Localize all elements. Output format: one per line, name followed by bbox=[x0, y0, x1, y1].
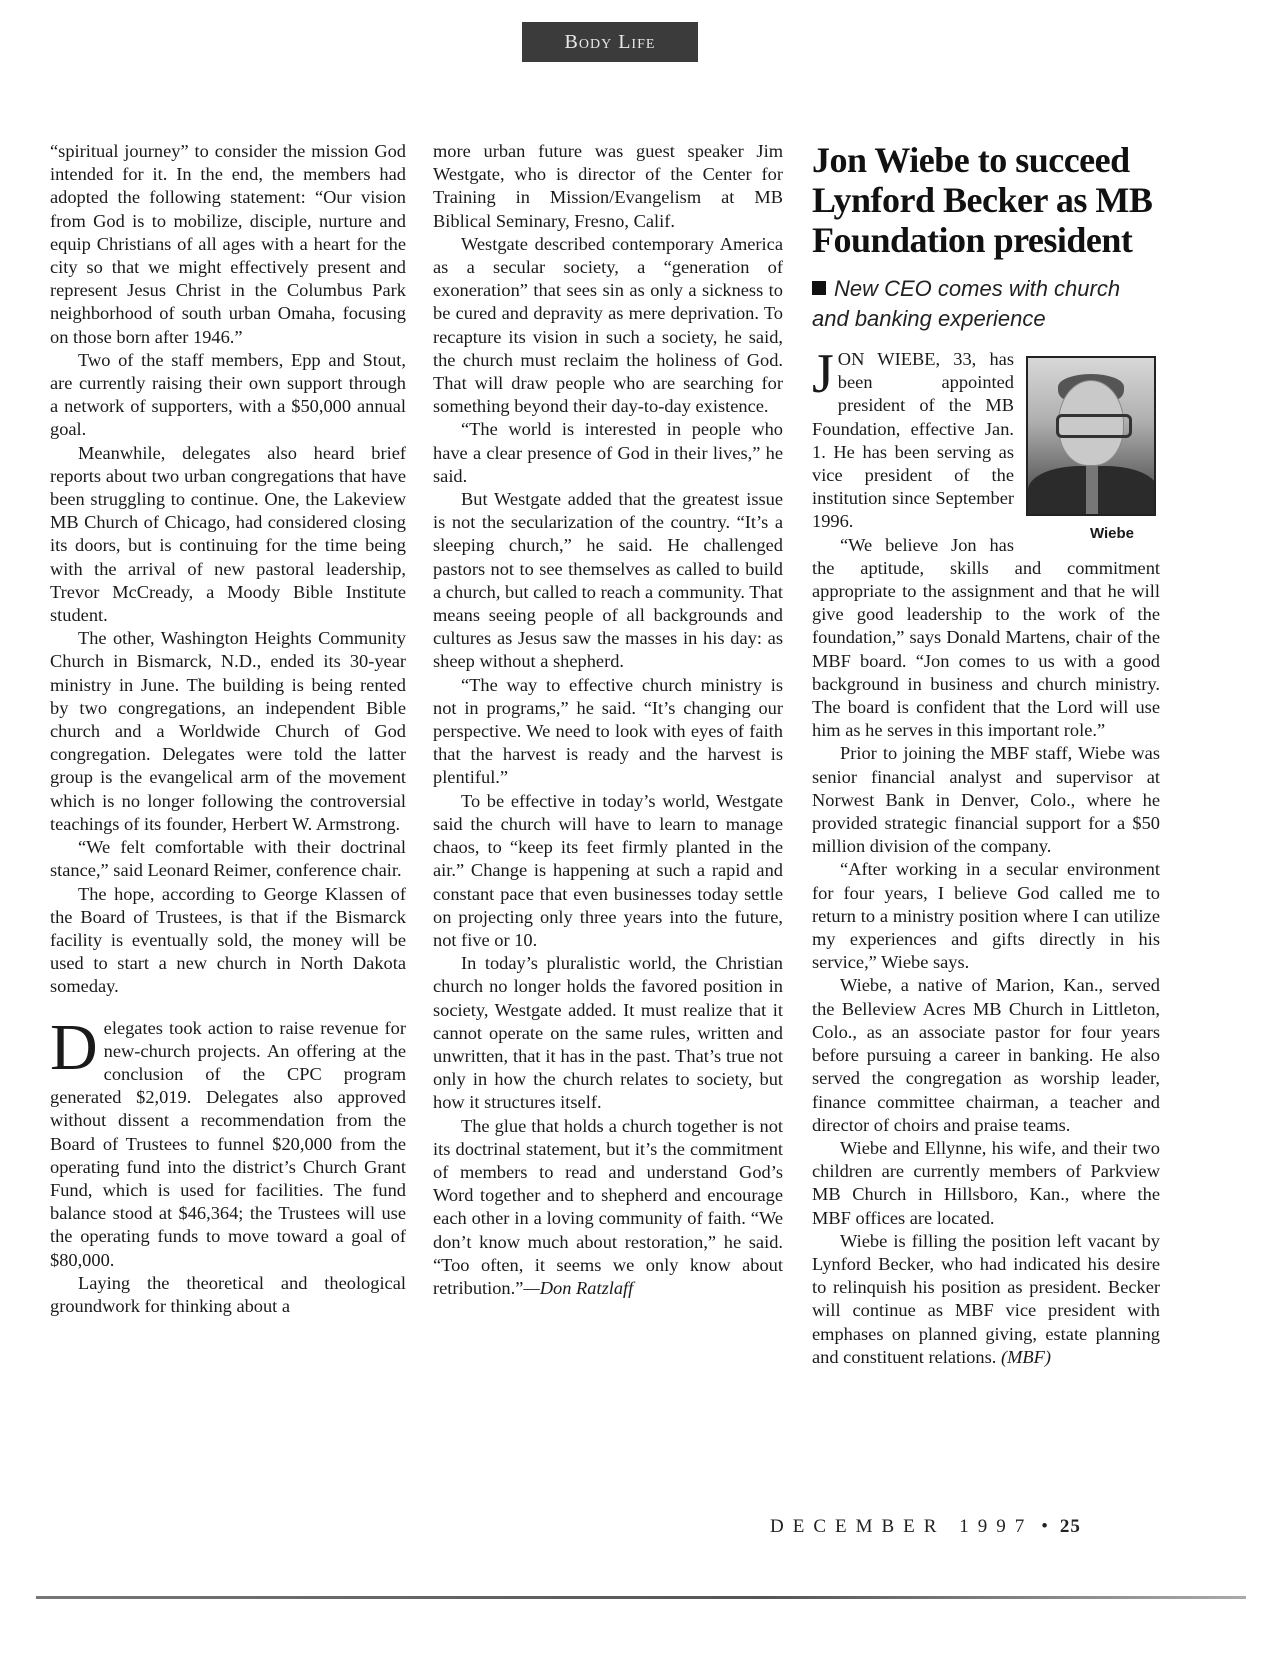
issue-date: DECEMBER 1997 bbox=[770, 1516, 1034, 1537]
headline: Jon Wiebe to succeed Lynford Becker as MB Foundation president bbox=[812, 140, 1153, 260]
paragraph-text: elegates took action to raise revenue for new-church projects. An offering at the conclusion of the CPC program generated $2,019. Delegates also approved without dissent a recommendation from the Board of Trustees to funnel $20,000 from the operating fund into the district’s Church Grant Fund, which is used for facilities. The fund balance stood at $46,364; the Trustees will use the operating funds to move toward a goal of $80,000. bbox=[50, 1017, 406, 1270]
paragraph: Prior to joining the MBF staff, Wiebe was senior financial analyst and supervisor at Norwest Bank in Denver, Colo., where he provided strategic financial support for a $50 million division of the company. bbox=[812, 743, 1160, 857]
paragraph: “The way to effective church ministry is not in programs,” he said. “It’s changing our perspective. We need to look with eyes of faith that the harvest is ready and the harvest is plentiful.” bbox=[433, 674, 783, 788]
paragraph-text: The glue that holds a church together is not its doctrinal statement, but it’s the commitment of members to read and understand God’s Word together and to shepherd and encourage each other in a loving community of faith. “We don’t know much about restoration,” he said. “Too often, it seems we only know about retribution.” bbox=[433, 1115, 783, 1298]
byline: —Don Ratzlaff bbox=[523, 1277, 634, 1298]
paragraph: The other, Washington Heights Community Church in Bismarck, N.D., ended its 30-year ministry in June. The building is being rented by two congregations, an independent Bible church and a Worldwide Church of God congregation. Delegates were told the latter group is the evangelical arm of the movement which is no longer following the controversial teachings of its founder, Herbert W. Armstrong. bbox=[50, 628, 406, 834]
paragraph: Meanwhile, delegates also heard brief reports about two urban congregations that have been struggling to continue. One, the Lakeview MB Church of Chicago, had considered closing its doors, but is continuing for the time being with the arrival of new pastoral leadership, Trevor McCready, a Moody Bible Institute student. bbox=[50, 442, 406, 626]
paragraph: “The world is interested in people who have a clear presence of God in their lives,” he said. bbox=[433, 419, 783, 486]
paragraph: Wiebe and Ellynne, his wife, and their two children are currently members of Parkview MB Church in Hillsboro, Kan., where the MBF offices are located. bbox=[812, 1137, 1160, 1228]
bottom-rule bbox=[36, 1596, 1246, 1599]
paragraph: more urban future was guest speaker Jim Westgate, who is director of the Center for Training in Mission/Evangelism at MB Biblical Seminary, Fresno, Calif. bbox=[433, 141, 783, 231]
paragraph-text: ON WIEBE, 33, has been appointed president of the MB Foundation, effective Jan. 1. He has been serving as vice president of the institution since September 1996. bbox=[812, 349, 1014, 532]
page-number: 25 bbox=[1059, 1516, 1081, 1537]
paragraph: Westgate described contemporary America as a secular society, a “generation of exoneration” that sees sin as only a sickness to be cured and depravity as mere deprivation. To recapture its vision in such a society, he said, the church must reclaim the holiness of God. That will draw people who are searching for something beyond their day-to-day existence. bbox=[433, 233, 783, 417]
portrait-figure bbox=[1026, 356, 1160, 544]
drop-cap: D bbox=[50, 1010, 98, 1084]
column-1 bbox=[50, 140, 406, 1318]
paragraph: Two of the staff members, Epp and Stout, are currently raising their own support through a network of supporters, with a $50,000 annual goal. bbox=[50, 349, 406, 440]
column-2 bbox=[433, 140, 783, 1300]
paragraph: Wiebe, a native of Marion, Kan., served the Belleview Acres MB Church in Littleton, Colo., as an associate pastor for four years before pursuing a career in banking. He also served the congregation as worship leader, finance committee chairman, a teacher and director of choirs and praise teams. bbox=[812, 975, 1160, 1135]
source-credit: (MBF) bbox=[1000, 1346, 1052, 1367]
drop-cap: J bbox=[812, 343, 834, 405]
paragraph: “We believe Jon has the aptitude, skills and commitment appropriate to the assignment and that he will give good leadership to the work of the foundation,” says Donald Martens, chair of the MBF board. “Jon comes to us with a good background in business and church ministry. The board is confident that the Lord will use him as he serves in this important role.” bbox=[812, 534, 1160, 741]
photo-caption: Wiebe bbox=[1089, 525, 1134, 542]
folio-separator: • bbox=[1041, 1516, 1048, 1537]
paragraph: But Westgate added that the greatest issue is not the secularization of the country. “It’s a sleeping church,” he said. He challenged pastors not to see themselves as called to build a church, but called to reach a community. That means seeing people of all backgrounds and cultures as Jesus saw the masses in his day: as sheep without a shepherd. bbox=[433, 489, 783, 672]
section-tab: Body Life bbox=[522, 22, 698, 62]
paragraph: The hope, according to George Klassen of the Board of Trustees, is that if the Bismarck facility is eventually sold, the money will be used to start a new church in North Dakota someday. bbox=[50, 883, 406, 997]
paragraph: Laying the theoretical and theological groundwork for thinking about a bbox=[50, 1272, 406, 1316]
column-3 bbox=[812, 140, 1160, 1369]
paragraph: “We felt comfortable with their doctrinal stance,” said Leonard Reimer, conference chair. bbox=[50, 837, 406, 881]
bullet-square-icon bbox=[812, 281, 826, 295]
portrait-photo bbox=[1026, 356, 1156, 516]
paragraph bbox=[812, 1230, 1160, 1369]
page-folio bbox=[770, 1516, 1150, 1538]
paragraph: “After working in a secular environment for four years, I believe God called me to return to a ministry position where I can utilize my experiences and gifts directly in his service,” Wiebe says. bbox=[812, 859, 1160, 973]
paragraph-text: Wiebe is filling the position left vacant by Lynford Becker, who had indicated his desire to relinquish his position as president. Becker will continue as MBF vice president with emphases on planned giving, estate planning and constituent relations. bbox=[812, 1230, 1160, 1367]
deck-text: New CEO comes with church and banking experience bbox=[812, 276, 1121, 331]
paragraph-dropcap bbox=[50, 1010, 406, 1272]
paragraph bbox=[433, 1115, 783, 1301]
paragraph: “spiritual journey” to consider the mission God intended for it. In the end, the members had adopted the following statement: “Our vision from God is to mobilize, disciple, nurture and equip Christians of all ages with a heart for the city so that we might effectively present and represent Jesus Christ in the Columbus Park neighborhood of south urban Omaha, focusing on those born after 1946.” bbox=[50, 141, 406, 347]
paragraph: To be effective in today’s world, Westgate said the church will have to learn to manage chaos, to “keep its feet firmly planted in the air.” Change is happening at such a rapid and constant pace that even businesses today settle on projecting only three years into the future, not five or 10. bbox=[433, 790, 783, 950]
paragraph-dropcap bbox=[812, 343, 1160, 542]
paragraph: In today’s pluralistic world, the Christian church no longer holds the favored position in society, Westgate added. It must realize that it cannot operate on the same rules, written and unwritten, that it has in the past. That’s true not only in how the church relates to society, but how it structures itself. bbox=[433, 953, 783, 1113]
deck bbox=[812, 274, 1160, 334]
